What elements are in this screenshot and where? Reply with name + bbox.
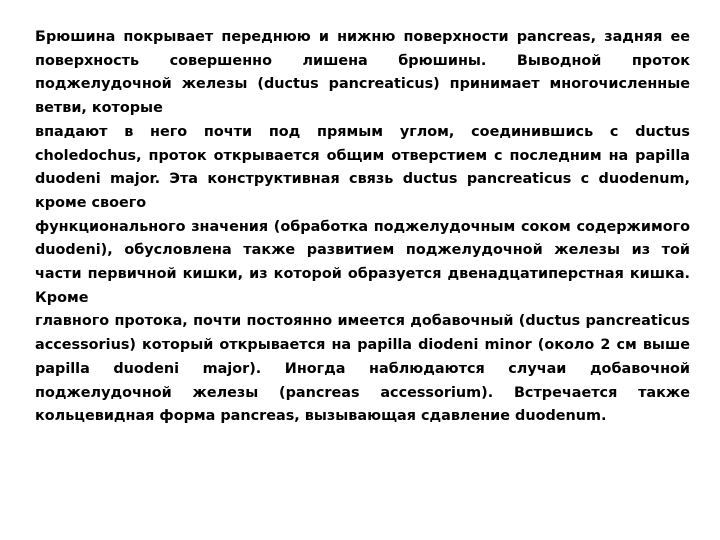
- paragraph-2: впадают в него почти под прямым углом, соединившись с ductus choledochus, проток открывается общим отверстием с последним на papilla duodeni major. Эта конструктивная связь ductus pancreaticus с duodenum, кроме своего: [35, 123, 690, 211]
- paragraph-4: главного протока, почти постоянно имеется добавочный (ductus pancreaticus accessorius) который открывается на papilla diodeni minor (около 2 см выше papilla duodeni major). Иногда наблюдаются случаи добавочной поджелудочной железы (pancreas accessorium). Встречается также кольцевидная форма pancreas, вызывающая сдавление duodenum.: [35, 313, 690, 425]
- paragraph-3: функционального значения (обработка поджелудочным соком содержимого duodeni), обусловлена также развитием поджелудочной железы из той части первичной кишки, из которой образуется двенадцатиперстная кишка. Кроме: [35, 218, 690, 306]
- paragraph-1: Брюшина покрывает переднюю и нижню поверхности pancreas, задняя ее поверхность совершенно лишена брюшины. Выводной проток поджелудочной железы (ductus pancreaticus) принимает многочисленные ветви, которые: [35, 29, 690, 117]
- text-block: [35, 26, 690, 429]
